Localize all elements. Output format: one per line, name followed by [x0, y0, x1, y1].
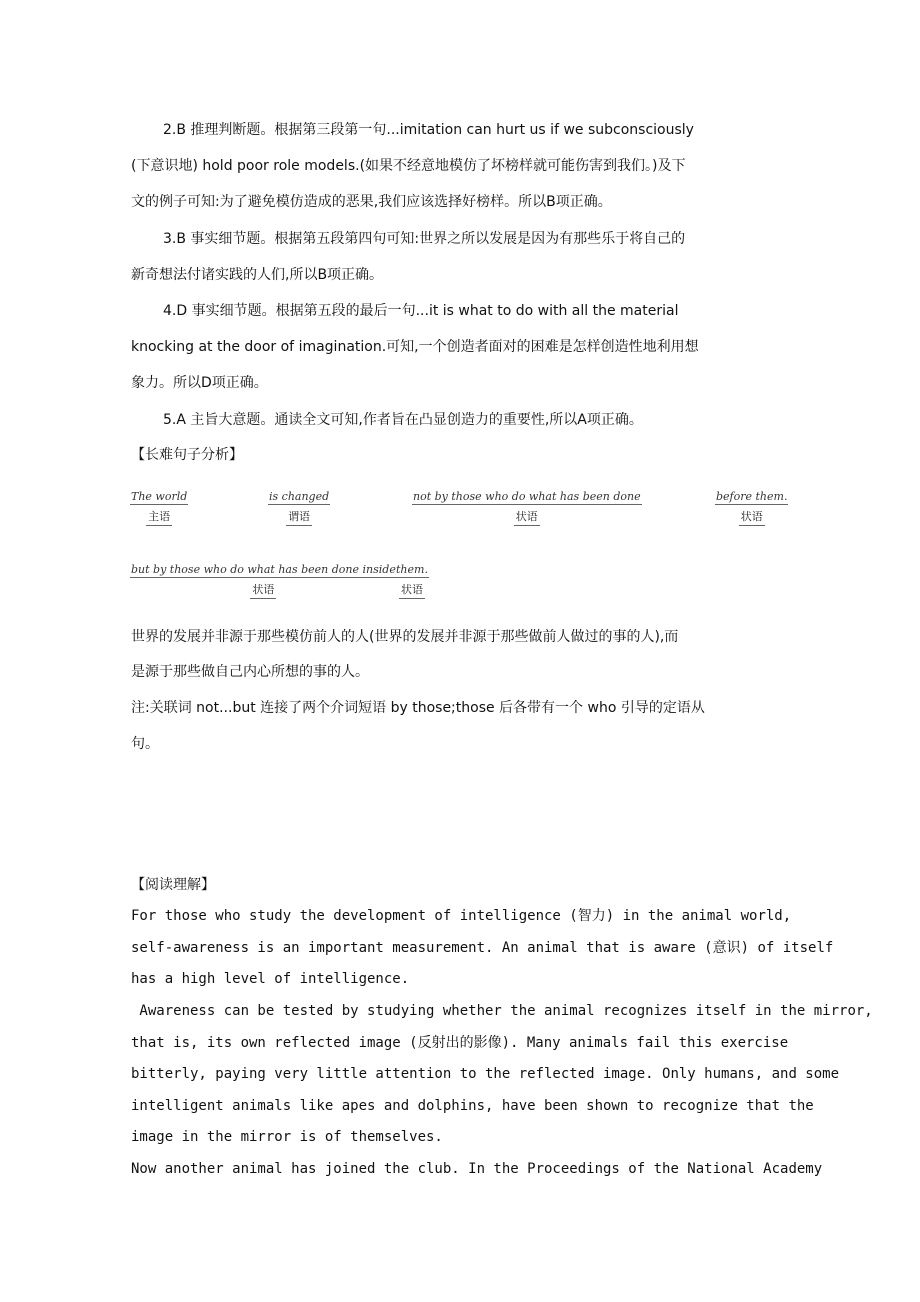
- answer-4-line-1: 4.D 事实细节题。根据第五段的最后一句...it is what to do with all the material: [163, 303, 679, 319]
- answer-4-line-2: knocking at the door of imagination.可知,一个创造者面对的困难是怎样创造性地利用想: [131, 339, 699, 355]
- analysis-heading: 【长难句子分析】: [131, 447, 243, 463]
- answer-3-line-1: 3.B 事实细节题。根据第五段第四句可知:世界之所以发展是因为有那些乐于将自己的: [163, 231, 686, 247]
- sentence-part-text: is changed: [269, 490, 330, 503]
- sentence-part-label: 主语: [146, 508, 172, 526]
- translation-line-2: 是源于那些做自己内心所想的事的人。: [131, 664, 369, 680]
- answer-2-line-1: 2.B 推理判断题。根据第三段第一句...imitation can hurt us if we subconsciously: [163, 122, 694, 138]
- answer-3-line-2: 新奇想法付诸实践的人们,所以B项正确。: [131, 267, 384, 283]
- sentence-part-adverbial-2: [715, 490, 788, 526]
- reading-line: Now another animal has joined the club. In the Proceedings of the National Academy: [131, 1161, 823, 1177]
- sentence-part-label: 状语: [250, 581, 276, 599]
- reading-heading: 【阅读理解】: [131, 877, 215, 893]
- reading-line: Awareness can be tested by studying whether the animal recognizes itself in the mirror,: [131, 1003, 873, 1019]
- reading-line: that is, its own reflected image (反射出的影像). Many animals fail this exercise: [131, 1035, 789, 1051]
- sentence-part-text: them.: [396, 563, 428, 576]
- sentence-part-subject: [130, 490, 188, 526]
- reading-line: bitterly, paying very little attention to the reflected image. Only humans, and some: [131, 1066, 840, 1082]
- reading-line: image in the mirror is of themselves.: [131, 1129, 443, 1145]
- sentence-part-text: not by those who do what has been done: [413, 490, 641, 503]
- answer-5-line-1: 5.A 主旨大意题。通读全文可知,作者旨在凸显创造力的重要性,所以A项正确。: [163, 412, 643, 428]
- sentence-part-adverbial-3: [130, 563, 397, 599]
- reading-line: For those who study the development of intelligence (智力) in the animal world,: [131, 908, 792, 924]
- sentence-part-text: but by those who do what has been done inside: [131, 563, 396, 576]
- answer-4-line-3: 象力。所以D项正确。: [131, 375, 268, 391]
- note-line-2: 句。: [131, 736, 159, 752]
- sentence-part-label: 状语: [399, 581, 425, 599]
- sentence-part-text: The world: [131, 490, 188, 503]
- sentence-part-predicate: [268, 490, 330, 526]
- reading-line: has a high level of intelligence.: [131, 971, 410, 987]
- reading-line: self-awareness is an important measurement. An animal that is aware (意识) of itself: [131, 940, 834, 956]
- reading-line: intelligent animals like apes and dolphins, have been shown to recognize that the: [131, 1098, 814, 1114]
- sentence-part-label: 状语: [514, 508, 540, 526]
- sentence-part-adverbial-1: [412, 490, 642, 526]
- sentence-part-label: 状语: [739, 508, 765, 526]
- sentence-part-text: before them.: [716, 490, 788, 503]
- sentence-part-label: 谓语: [286, 508, 312, 526]
- answer-2-line-3: 文的例子可知:为了避免模仿造成的恶果,我们应该选择好榜样。所以B项正确。: [131, 194, 612, 210]
- answer-2-line-2: (下意识地) hold poor role models.(如果不经意地模仿了坏榜样就可能伤害到我们。)及下: [131, 158, 686, 174]
- sentence-part-adverbial-4: [395, 563, 429, 599]
- translation-line-1: 世界的发展并非源于那些模仿前人的人(世界的发展并非源于那些做前人做过的事的人),而: [131, 629, 679, 645]
- note-line-1: 注:关联词 not...but 连接了两个介词短语 by those;those 后各带有一个 who 引导的定语从: [131, 700, 705, 716]
